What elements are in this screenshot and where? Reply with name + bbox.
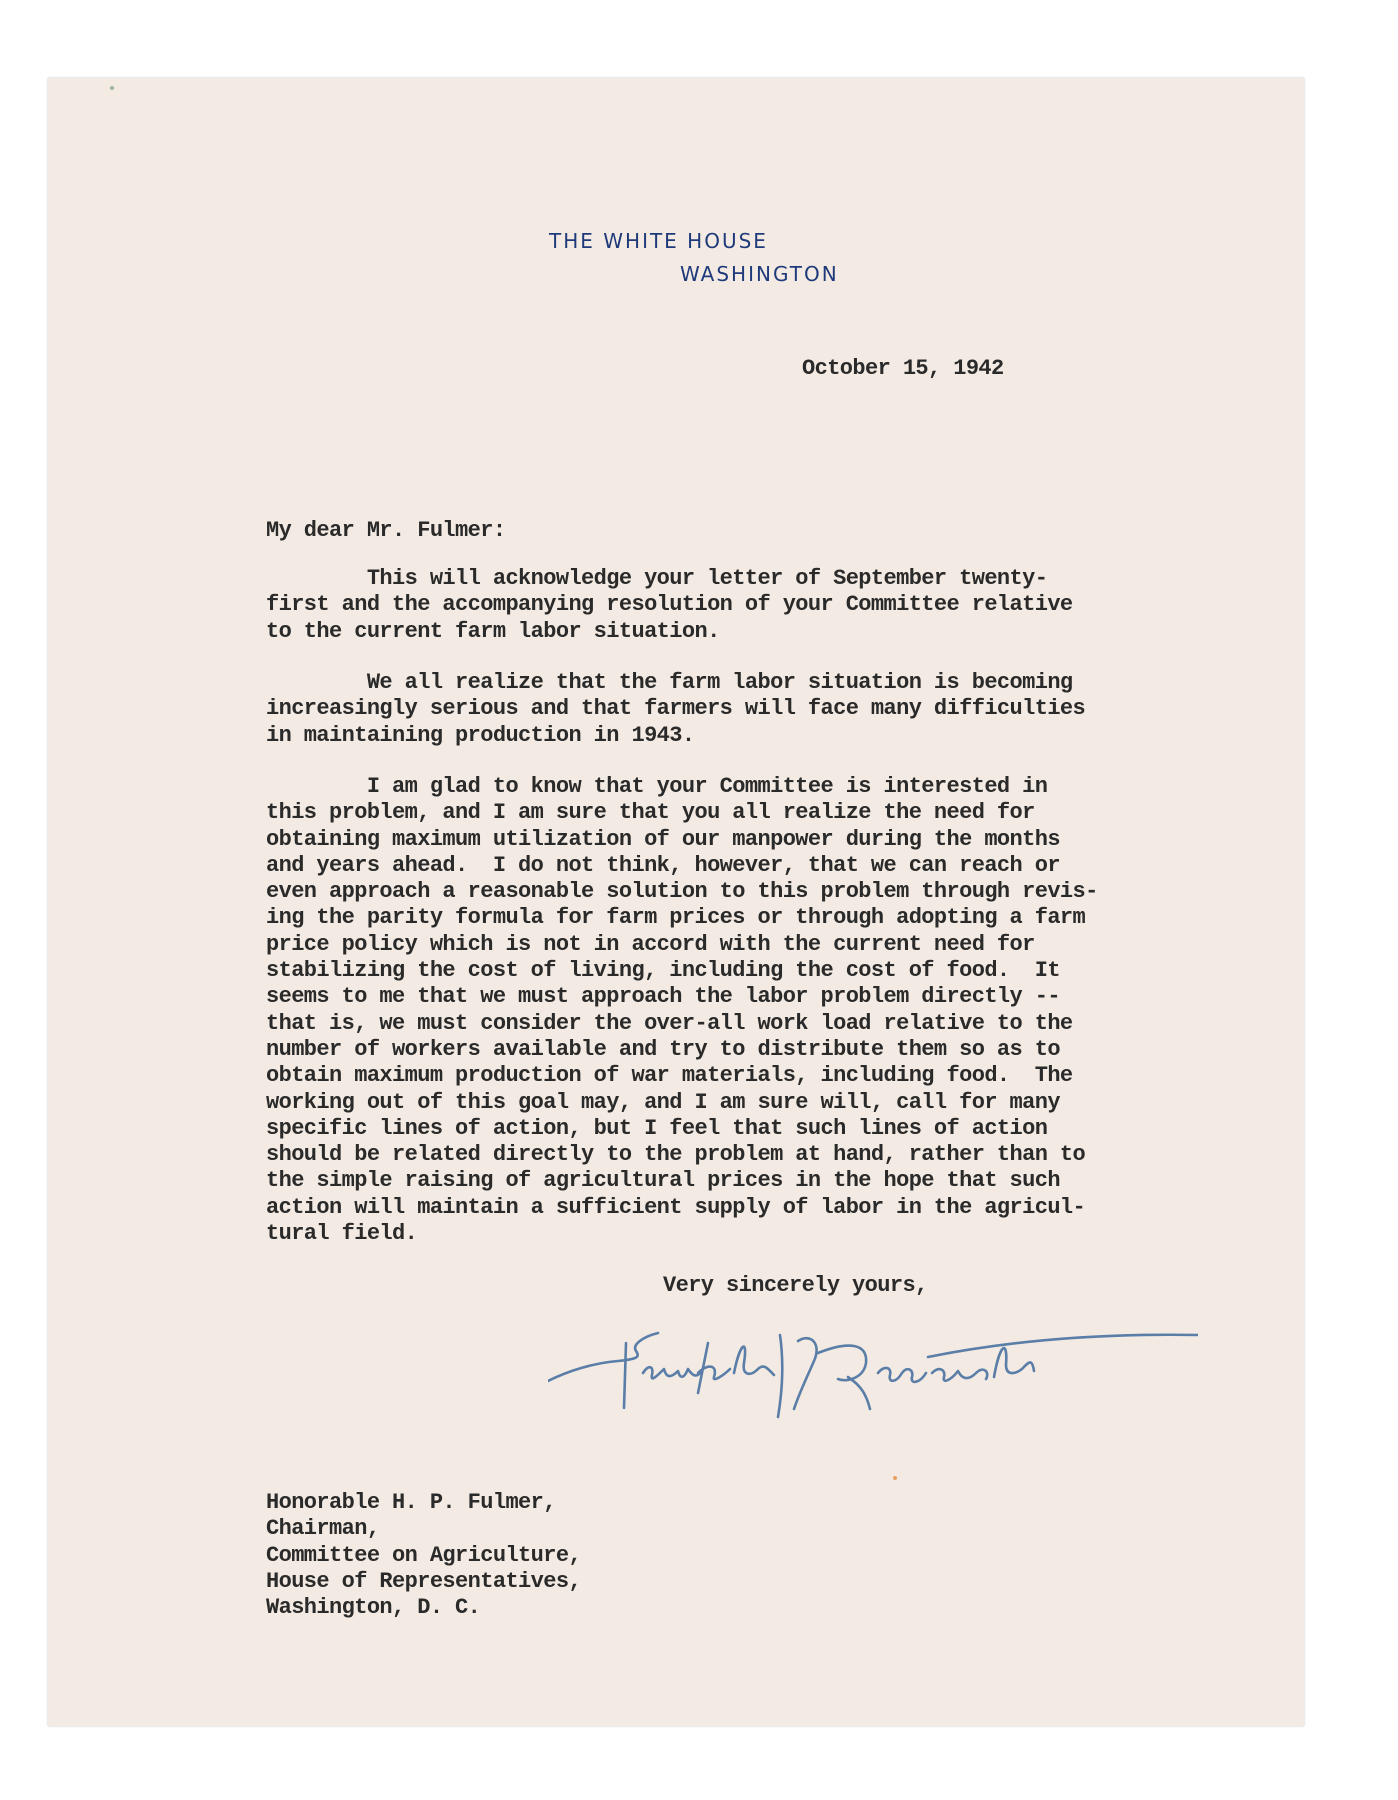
- paragraph-line: and years ahead. I do not think, however, that we can reach or: [266, 852, 1060, 878]
- address-line: Chairman,: [266, 1516, 380, 1542]
- paragraph-line: first and the accompanying resolution of your Committee relative: [266, 592, 1073, 618]
- address-line: Committee on Agriculture,: [266, 1542, 582, 1568]
- paragraph-line: seems to me that we must approach the labor problem directly --: [266, 984, 1060, 1010]
- paragraph-line: working out of this goal may, and I am sure will, call for many: [266, 1089, 1060, 1115]
- signature: [548, 1313, 1198, 1443]
- paragraph-line: that is, we must consider the over-all work load relative to the: [266, 1010, 1073, 1036]
- recipient-address: [266, 1490, 581, 1621]
- letterhead-title: THE WHITE HOUSE: [549, 229, 768, 253]
- paragraph-line: obtaining maximum utilization of our manpower during the months: [266, 826, 1060, 852]
- paragraph-line: We all realize that the farm labor situation is becoming: [266, 670, 1073, 695]
- paragraph-2: [266, 670, 1126, 749]
- paragraph-line: specific lines of action, but I feel that such lines of action: [266, 1115, 1048, 1141]
- closing: Very sincerely yours,: [663, 1273, 928, 1298]
- address-line: House of Representatives,: [266, 1568, 582, 1594]
- salutation: My dear Mr. Fulmer:: [266, 518, 506, 543]
- paragraph-line: action will maintain a sufficient supply of labor in the agricul-: [266, 1194, 1086, 1220]
- paragraph-line: number of workers available and try to distribute them so as to: [266, 1036, 1060, 1062]
- paragraph-1: [266, 566, 1126, 645]
- paragraph-line: price policy which is not in accord with the current need for: [266, 931, 1035, 957]
- paragraph-line: This will acknowledge your letter of September twenty-: [266, 566, 1048, 591]
- paragraph-line: should be related directly to the problem at hand, rather than to: [266, 1142, 1086, 1168]
- address-line: Washington, D. C.: [266, 1595, 481, 1621]
- paragraph-line: to the current farm labor situation.: [266, 618, 720, 644]
- paragraph-line: I am glad to know that your Committee is interested in: [266, 774, 1048, 799]
- letter-date: October 15, 1942: [802, 356, 1004, 381]
- paragraph-line: this problem, and I am sure that you all realize the need for: [266, 800, 1035, 826]
- paragraph-line: obtain maximum production of war materials, including food. The: [266, 1063, 1073, 1089]
- address-line: Honorable H. P. Fulmer,: [266, 1490, 556, 1515]
- paragraph-line: stabilizing the cost of living, including the cost of food. It: [266, 958, 1060, 984]
- paragraph-line: ing the parity formula for farm prices or through adopting a farm: [266, 905, 1086, 931]
- paragraph-line: even approach a reasonable solution to this problem through revis-: [266, 879, 1098, 905]
- paragraph-line: in maintaining production in 1943.: [266, 722, 695, 748]
- paragraph-3: [266, 774, 1126, 1247]
- letterhead-city: WASHINGTON: [680, 262, 839, 286]
- paragraph-line: increasingly serious and that farmers will face many difficulties: [266, 696, 1086, 722]
- paper-speck: [893, 1476, 897, 1480]
- paragraph-line: the simple raising of agricultural prices in the hope that such: [266, 1168, 1060, 1194]
- letter-sheet: [48, 78, 1304, 1726]
- paragraph-line: tural field.: [266, 1221, 418, 1247]
- paper-speck: [110, 86, 114, 90]
